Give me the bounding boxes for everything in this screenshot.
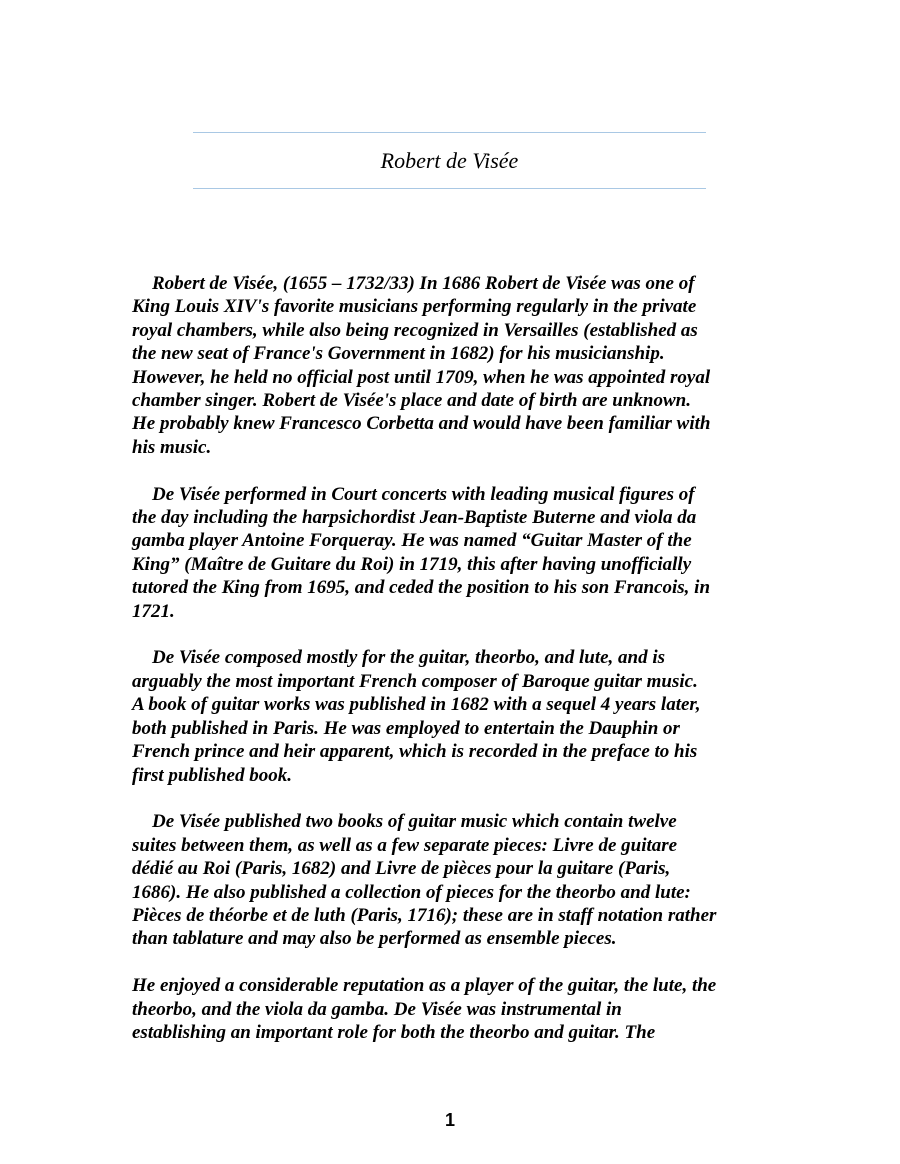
text-line: than tablature and may also be performed as ensemble pieces. (132, 928, 617, 950)
text-line: De Visée composed mostly for the guitar, theorbo, and lute, and is (152, 647, 666, 669)
text-line: establishing an important role for both the theorbo and guitar. The (132, 1021, 656, 1043)
title-rule-top (193, 132, 706, 133)
text-line: both published in Paris. He was employed to entertain the Dauphin or (132, 717, 680, 739)
text-line: He enjoyed a considerable reputation as a player of the guitar, the lute, the (132, 975, 717, 997)
text-line: his music. (132, 436, 212, 458)
paragraph (132, 646, 772, 786)
paragraph (132, 272, 772, 459)
text-line: 1686). He also published a collection of pieces for the theorbo and lute: (132, 881, 691, 903)
text-line: A book of guitar works was published in 1682 with a sequel 4 years later, (132, 694, 701, 716)
paragraph (132, 974, 772, 1044)
text-line: King” (Maître de Guitare du Roi) in 1719, this after having unofficially (132, 553, 692, 575)
text-line: De Visée performed in Court concerts with leading musical figures of (152, 483, 695, 505)
body-text (132, 272, 772, 1068)
text-line: chamber singer. Robert de Visée's place and date of birth are unknown. (132, 390, 691, 412)
text-line: King Louis XIV's favorite musicians performing regularly in the private (132, 296, 697, 318)
title-rule-bottom (193, 188, 706, 189)
text-line: arguably the most important French composer of Baroque guitar music. (132, 670, 698, 692)
text-line: theorbo, and the viola da gamba. De Visée was instrumental in (132, 998, 622, 1020)
text-line: French prince and heir apparent, which is recorded in the preface to his (132, 741, 698, 763)
page-title: Robert de Visée (380, 148, 519, 173)
text-line: Pièces de théorbe et de luth (Paris, 1716); these are in staff notation rather (132, 904, 717, 926)
paragraph (132, 810, 772, 950)
text-line: He probably knew Francesco Corbetta and would have been familiar with (132, 413, 711, 435)
paragraph (132, 483, 772, 623)
text-line: first published book. (132, 764, 292, 786)
text-line: 1721. (132, 600, 175, 622)
text-line: gamba player Antoine Forqueray. He was named “Guitar Master of the (132, 530, 692, 552)
text-line: De Visée published two books of guitar music which contain twelve (152, 811, 677, 833)
text-line: tutored the King from 1695, and ceded the position to his son Francois, in (132, 577, 711, 599)
text-line: Robert de Visée, (1655 – 1732/33) In 1686 Robert de Visée was one of (152, 273, 695, 294)
text-line: royal chambers, while also being recognized in Versailles (established as (132, 319, 698, 341)
text-line: However, he held no official post until 1709, when he was appointed royal (132, 366, 711, 388)
text-line: the day including the harpsichordist Jean-Baptiste Buterne and viola da (132, 507, 697, 529)
page-number: 1 (444, 1110, 455, 1130)
text-line: the new seat of France's Government in 1682) for his musicianship. (132, 343, 665, 365)
text-line: suites between them, as well as a few separate pieces: Livre de guitare (132, 834, 678, 856)
text-line: dédié au Roi (Paris, 1682) and Livre de pièces pour la guitare (Paris, (132, 858, 671, 880)
